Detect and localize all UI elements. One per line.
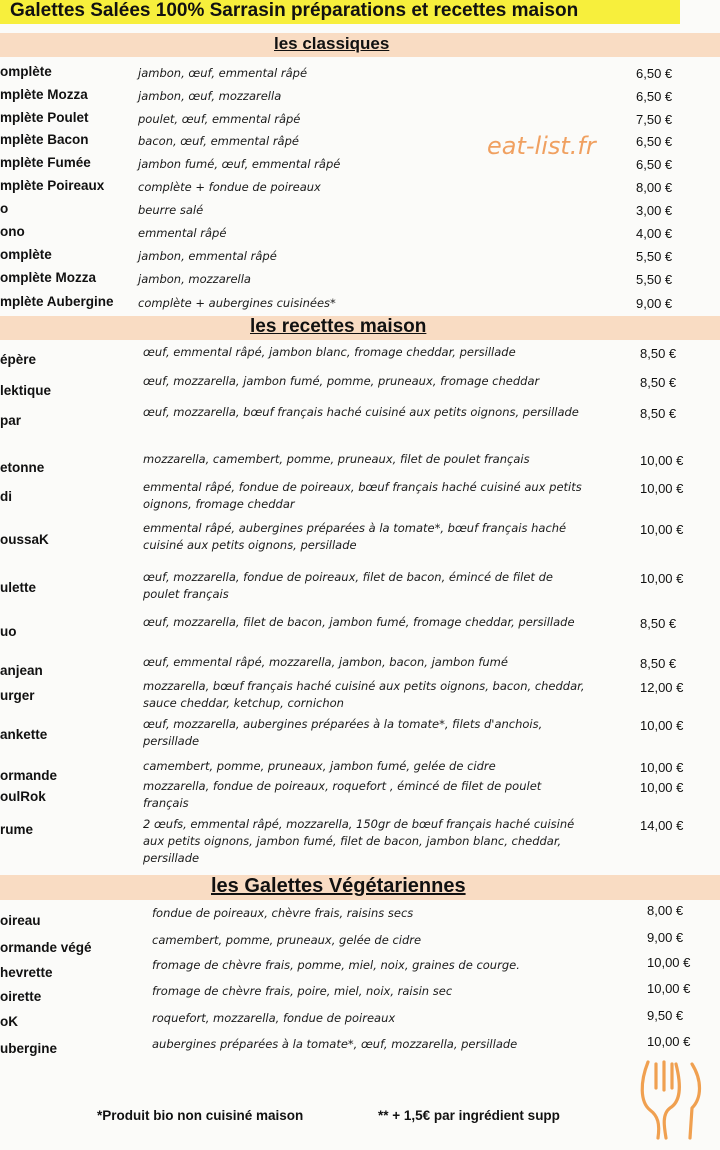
menu-item-price: 5,50 € [636,272,673,287]
menu-item-price: 8,50 € [640,406,677,421]
menu-item-name: mplète Bacon [0,132,89,147]
menu-item-price: 8,00 € [647,903,684,918]
menu-item-price: 8,50 € [640,656,677,671]
menu-item-name: mplète Mozza [0,87,88,102]
menu-item-name: oirette [0,989,42,1004]
menu-item-price: 4,00 € [636,226,673,241]
menu-item-price: 8,50 € [640,346,677,361]
menu-item-name: mplète Fumée [0,155,91,170]
menu-item-price: 10,00 € [640,453,684,468]
menu-item-description: œuf, emmental râpé, mozzarella, jambon, bacon, jambon fumé [143,655,508,669]
menu-item-description: emmental râpé [138,226,227,240]
menu-item-name: mplète Poulet [0,110,89,125]
menu-item-description: complète + aubergines cuisinées* [138,296,336,310]
menu-item-description: 2 œufs, emmental râpé, mozzarella, 150gr de bœuf français haché cuisiné aux petits oignons, jambon fumé, filet de bacon, jambon blanc, cheddar, persillade [143,817,575,865]
menu-item-name: ubergine [0,1041,58,1056]
menu-item-price: 10,00 € [647,1034,691,1049]
menu-item-name: ormande végé [0,940,92,955]
footnote-extra-ingredient: ** + 1,5€ par ingrédient supp [378,1108,560,1123]
menu-item-price: 14,00 € [640,818,684,833]
menu-item-description: camembert, pomme, pruneaux, gelée de cidre [152,933,422,947]
menu-item-description: complète + fondue de poireaux [138,180,321,194]
menu-item-price: 10,00 € [640,522,684,537]
menu-item-name: urger [0,688,35,703]
menu-item-price: 6,50 € [636,66,673,81]
section-title: les classiques [274,34,390,53]
menu-item-price: 10,00 € [640,760,684,775]
menu-item-name: oireau [0,913,41,928]
menu-item-description: œuf, mozzarella, bœuf français haché cuisiné aux petits oignons, persillade [143,405,579,419]
menu-item-description: jambon fumé, œuf, emmental râpé [138,157,341,171]
menu-item-price: 10,00 € [647,955,691,970]
menu-item-description: emmental râpé, aubergines préparées à la tomate*, bœuf français haché cuisiné aux petits oignons, persillade [143,521,567,552]
menu-item-price: 3,00 € [636,203,673,218]
fork-knife-logo-icon [636,1058,708,1142]
menu-item-name: épère [0,352,37,367]
menu-item-description: roquefort, mozzarella, fondue de poireaux [152,1011,396,1025]
menu-item-name: omplète [0,247,52,262]
menu-item-description: poulet, œuf, emmental râpé [138,112,301,126]
menu-item-price: 6,50 € [636,134,673,149]
menu-item-description: œuf, mozzarella, aubergines préparées à la tomate*, filets d'anchois, persillade [143,717,543,748]
menu-item-name: etonne [0,460,45,475]
menu-item-price: 9,00 € [647,930,684,945]
menu-item-price: 10,00 € [640,481,684,496]
watermark: eat-list.fr [487,132,596,160]
menu-item-price: 9,50 € [647,1008,684,1023]
menu-item-name: oulRok [0,789,46,804]
menu-item-name: omplète [0,64,52,79]
menu-item-price: 6,50 € [636,157,673,172]
menu-item-name: omplète Mozza [0,270,97,285]
menu-item-price: 8,50 € [640,375,677,390]
menu-item-description: beurre salé [138,203,204,217]
menu-item-description: fromage de chèvre frais, pomme, miel, noix, graines de courge. [152,958,520,972]
menu-item-name: lektique [0,383,52,398]
menu-item-name: ankette [0,727,48,742]
menu-item-description: mozzarella, bœuf français haché cuisiné aux petits oignons, bacon, cheddar, sauce cheddar, ketchup, cornichon [143,679,585,710]
menu-item-name: anjean [0,663,43,678]
footnote-bio: *Produit bio non cuisiné maison [97,1108,304,1123]
menu-item-name: mplète Aubergine [0,294,114,309]
menu-item-description: œuf, mozzarella, fondue de poireaux, filet de bacon, émincé de filet de poulet français [143,570,553,601]
menu-item-name: hevrette [0,965,53,980]
menu-item-name: ono [0,224,25,239]
menu-item-description: fromage de chèvre frais, poire, miel, noix, raisin sec [152,984,453,998]
menu-item-name: mplète Poireaux [0,178,105,193]
menu-item-description: fondue de poireaux, chèvre frais, raisins secs [152,906,414,920]
menu-item-description: jambon, mozzarella [138,272,251,286]
menu-item-description: œuf, mozzarella, jambon fumé, pomme, pruneaux, fromage cheddar [143,374,540,388]
menu-item-price: 6,50 € [636,89,673,104]
menu-item-description: jambon, œuf, mozzarella [138,89,282,103]
menu-item-description: bacon, œuf, emmental râpé [138,134,299,148]
menu-item-price: 9,00 € [636,296,673,311]
menu-item-price: 12,00 € [640,680,684,695]
menu-item-price: 10,00 € [647,981,691,996]
menu-item-price: 10,00 € [640,571,684,586]
menu-item-price: 8,50 € [640,616,677,631]
menu-item-name: oK [0,1014,18,1029]
menu-item-description: jambon, œuf, emmental râpé [138,66,308,80]
menu-item-name: oussaK [0,532,49,547]
menu-item-price: 10,00 € [640,718,684,733]
menu-item-name: ormande [0,768,58,783]
menu-item-description: camembert, pomme, pruneaux, jambon fumé, gelée de cidre [143,759,496,773]
menu-item-price: 8,00 € [636,180,673,195]
page-title: Galettes Salées 100% Sarrasin préparations et recettes maison [10,0,579,21]
menu-item-name: ulette [0,580,37,595]
menu-item-description: œuf, emmental râpé, jambon blanc, fromage cheddar, persillade [143,345,516,359]
menu-item-description: œuf, mozzarella, filet de bacon, jambon fumé, fromage cheddar, persillade [143,615,575,629]
section-title: les Galettes Végétariennes [211,875,466,897]
menu-item-name: o [0,201,9,216]
menu-item-description: jambon, emmental râpé [138,249,277,263]
menu-item-name: par [0,413,22,428]
section-title: les recettes maison [250,316,427,337]
menu-item-name: uo [0,624,17,639]
menu-item-price: 7,50 € [636,112,673,127]
menu-item-price: 10,00 € [640,780,684,795]
menu-item-name: di [0,489,12,504]
menu-item-description: emmental râpé, fondue de poireaux, bœuf français haché cuisiné aux petits oignons, fromage cheddar [143,480,582,511]
menu-item-description: mozzarella, camembert, pomme, pruneaux, filet de poulet français [143,452,530,466]
menu-item-name: rume [0,822,34,837]
menu-item-description: aubergines préparées à la tomate*, œuf, mozzarella, persillade [152,1037,518,1051]
menu-item-description: mozzarella, fondue de poireaux, roquefort , émincé de filet de poulet français [143,779,542,810]
title-banner [0,0,680,24]
menu-item-price: 5,50 € [636,249,673,264]
